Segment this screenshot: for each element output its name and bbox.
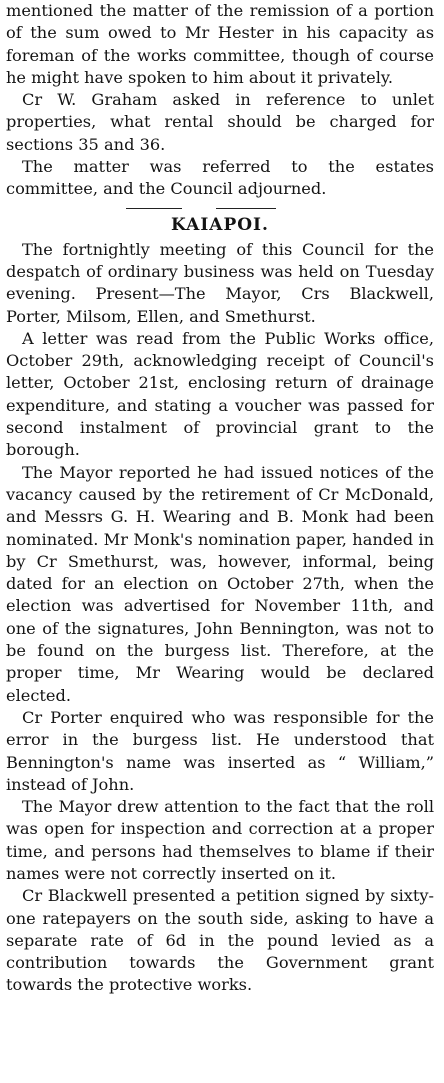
letter-paragraph: A letter was read from the Public Works office, October 29th, acknowledging receipt of Council's letter, October 21st, enclosing return of drainage expenditure, and stating a voucher was passed for second instalment of provincial grant to the borough. bbox=[6, 328, 434, 460]
burgess-list-paragraph: Cr Porter enquired who was responsible for the error in the burgess list. He understood that Bennington's name was inserted as “ William,” instead of John. bbox=[6, 707, 434, 794]
meeting-paragraph: The fortnightly meeting of this Council for the despatch of ordinary business was held on Tuesday evening. Present—The Mayor, Crs Blackwell, Porter, Milsom, Ellen, and Smethurst. bbox=[6, 239, 434, 326]
divider-dash-left bbox=[126, 208, 182, 209]
graham-question-paragraph: Cr W. Graham asked in reference to unlet properties, what rental should be charged for sections 35 and 36. bbox=[6, 90, 434, 154]
section-divider bbox=[6, 205, 434, 213]
vacancy-paragraph: The Mayor reported he had issued notices of the vacancy caused by the retirement of Cr McDonald, and Messrs G. H. Wearing and B. Monk had been nominated. Mr Monk's nomination paper, handed in by Cr Smethurst, was, however, informal, being dated for an election on October 27th, when the election was advertised for November 11th, and one of the signatures, John Bennington, was not to be found on the burgess list. Therefore, at the proper time, Mr Wearing would be declared elected. bbox=[6, 462, 434, 705]
roll-paragraph: The Mayor drew attention to the fact that the roll was open for inspection and correction at a proper time, and persons had themselves to blame if their names were not correctly inserted on it. bbox=[6, 797, 434, 883]
petition-paragraph: Cr Blackwell presented a petition signed by sixty-one ratepayers on the south side, asking to have a separate rate of 6d in the pound levied as a contribution towards the Government grant towards the protective works. bbox=[6, 886, 434, 995]
continued-paragraph: mentioned the matter of the remission of a portion of the sum owed to Mr Hester in his capacity as foreman of the works committee, though of course he might have spoken to him about it privately. bbox=[6, 1, 434, 87]
adjournment-paragraph: The matter was referred to the estates committee, and the Council adjourned. bbox=[6, 157, 434, 199]
divider-dash-right bbox=[216, 208, 276, 209]
section-heading: KAIAPOI. bbox=[171, 214, 269, 235]
